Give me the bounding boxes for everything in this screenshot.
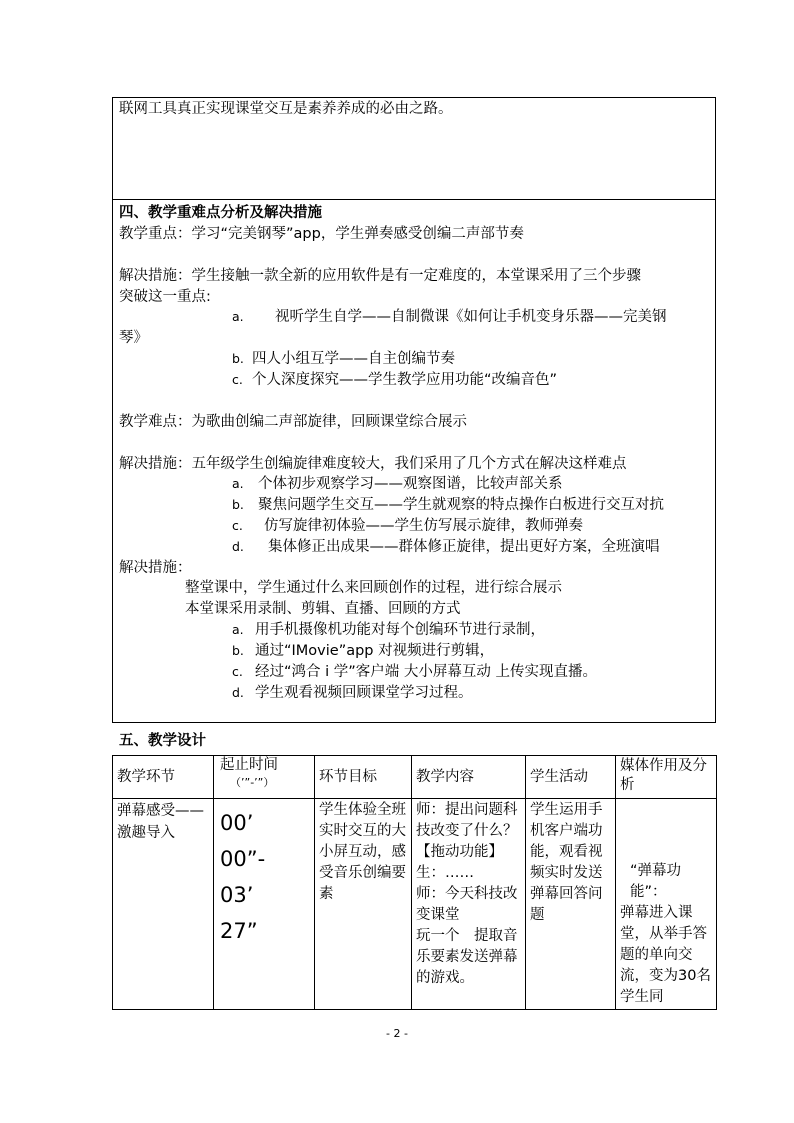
list-label: c. bbox=[232, 664, 243, 679]
header-cell: 媒体作用及分析 bbox=[616, 756, 717, 799]
list-label: a. bbox=[232, 622, 244, 637]
list-item: 经过“鸿合 i 学”客户端 大小屏幕互动 上传实现直播。 bbox=[255, 664, 597, 680]
solution1-intro-cont: 突破这一重点: bbox=[119, 289, 211, 305]
list-label: a. bbox=[232, 309, 244, 324]
section-divider bbox=[112, 199, 716, 200]
activity-cell: 学生运用手机客户端功能，观看视频实时发送弹幕回答问题 bbox=[526, 799, 616, 1010]
list-item: 学生观看视频回顾课堂学习过程。 bbox=[255, 685, 473, 701]
media-cell: “弹幕功能”： 弹幕进入课堂，从举手答题的单向交流，变为30名学生同 bbox=[616, 799, 717, 1010]
header-cell: 学生活动 bbox=[526, 756, 616, 799]
time-cell: 00’ 00”- 03’ 27” bbox=[214, 799, 315, 1010]
list-label: b. bbox=[232, 351, 244, 366]
list-item: 通过“IMovie”app 对视频进行剪辑， bbox=[255, 643, 495, 659]
goal-cell: 学生体验全班实时交互的大小屏互动，感受音乐创编要素 bbox=[315, 799, 412, 1010]
table-header-row bbox=[113, 756, 717, 799]
list-label: b. bbox=[232, 497, 244, 512]
list-item: 视听学生自学——自制微课《如何让手机变身乐器——完美钢 bbox=[275, 309, 667, 325]
list-label: d. bbox=[232, 685, 244, 700]
page-number: - 2 - bbox=[386, 1027, 408, 1040]
table-row bbox=[113, 799, 717, 1010]
solution1-intro: 解决措施：学生接触一款全新的应用软件是有一定难度的，本堂课采用了三个步骤 bbox=[119, 268, 641, 284]
header-cell: 教学环节 bbox=[113, 756, 214, 799]
list-label: c. bbox=[232, 518, 243, 533]
key-point: 教学重点：学习“完美钢琴”app，学生弹奏感受创编二声部节奏 bbox=[119, 226, 524, 242]
list-label: b. bbox=[232, 643, 244, 658]
solution3-label: 解决措施： bbox=[119, 560, 192, 576]
list-item-cont: 琴》 bbox=[119, 330, 148, 346]
difficulty: 教学难点：为歌曲创编二声部旋律，回顾课堂综合展示 bbox=[119, 414, 467, 430]
list-label: a. bbox=[232, 476, 244, 491]
list-item: 个体初步观察学习——观察图谱，比较声部关系 bbox=[258, 476, 563, 492]
section4-heading: 四、教学重难点分析及解决措施 bbox=[119, 205, 322, 221]
solution2-intro: 解决措施：五年级学生创编旋律难度较大，我们采用了几个方式在解决这样难点 bbox=[119, 456, 627, 472]
section5-heading: 五、教学设计 bbox=[119, 733, 206, 749]
list-label: d. bbox=[232, 539, 244, 554]
list-item: 四人小组互学——自主创编节奏 bbox=[252, 351, 455, 367]
header-cell: 教学内容 bbox=[412, 756, 526, 799]
list-item: 用手机摄像机功能对每个创编环节进行录制， bbox=[255, 622, 545, 638]
list-item: 聚焦问题学生交互——学生就观察的特点操作白板进行交互对抗 bbox=[258, 497, 664, 513]
header-cell: 起止时间 （’”-’”） bbox=[214, 756, 315, 799]
section-divider bbox=[112, 722, 716, 723]
header-cell: 环节目标 bbox=[315, 756, 412, 799]
list-label: c. bbox=[232, 372, 243, 387]
continuation-text: 联网工具真正实现课堂交互是素养养成的必由之路。 bbox=[119, 101, 453, 117]
list-item: 个人深度探究——学生教学应用功能“改编音色” bbox=[252, 372, 558, 388]
solution3-line: 整堂课中，学生通过什么来回顾创作的过程，进行综合展示 bbox=[185, 580, 562, 596]
solution3-line: 本堂课采用录制、剪辑、直播、回顾的方式 bbox=[185, 601, 461, 617]
list-item: 集体修正出成果——群体修正旋律，提出更好方案，全班演唱 bbox=[268, 539, 660, 555]
list-item: 仿写旋律初体验——学生仿写展示旋律，教师弹奏 bbox=[264, 518, 583, 534]
content-cell: 师：提出问题科技改变了什么？ 【拖动功能】 生：…… 师：今天科技改变课堂 玩一个 提取音乐要素发送弹幕的游戏。 bbox=[412, 799, 526, 1010]
stage-cell: 弹幕感受——激趣导入 bbox=[113, 799, 214, 1010]
design-table bbox=[112, 755, 717, 1010]
